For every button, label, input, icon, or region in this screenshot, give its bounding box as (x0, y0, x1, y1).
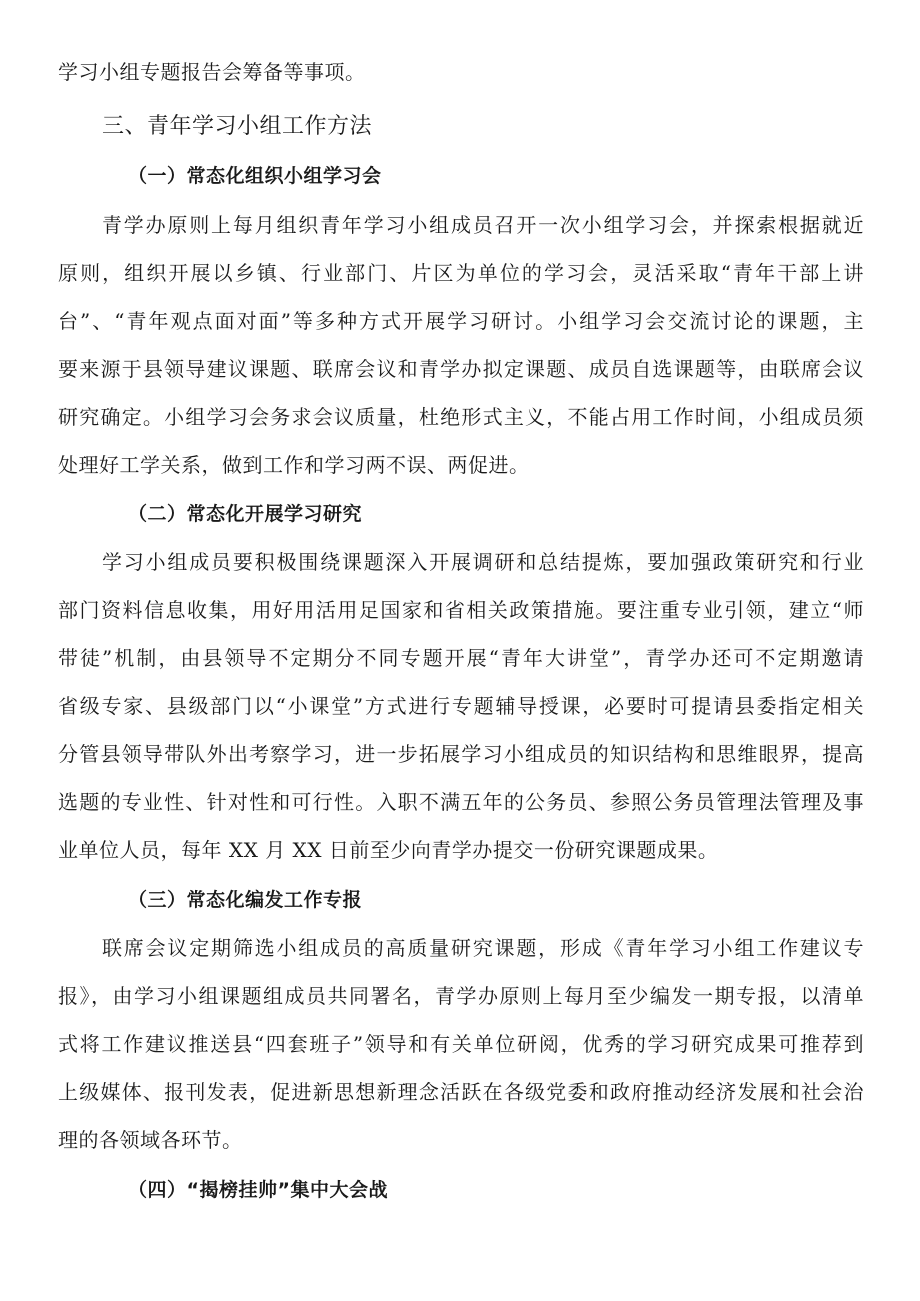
paragraph-line: 原则，组织开展以乡镇、行业部门、片区为单位的学习会，灵活采取“青年干部上讲 (58, 261, 864, 285)
subsection-heading: （一）常态化组织小组学习会 (128, 165, 382, 187)
subsection-heading: （四）“揭榜挂帅”集中大会战 (128, 1179, 388, 1201)
paragraph-line: 报》，由学习小组课题组成员共同署名，青学办原则上每月至少编发一期专报，以清单 (58, 984, 864, 1008)
paragraph-line: 带徒”机制，由县领导不定期分不同专题开展“青年大讲堂”，青学办还可不定期邀请 (58, 646, 864, 670)
paragraph-line: 联席会议定期筛选小组成员的高质量研究课题，形成《青年学习小组工作建议专 (102, 936, 864, 960)
paragraph-line: 理的各领域各环节。 (58, 1128, 243, 1152)
paragraph-line: 业单位人员，每年 XX 月 XX 日前至少向青学办提交一份研究课题成果。 (58, 838, 719, 862)
section-heading: 三、青年学习小组工作方法 (102, 114, 373, 139)
paragraph-line: 研究确定。小组学习会务求会议质量，杜绝形式主义，不能占用工作时间，小组成员须 (58, 405, 864, 429)
paragraph-line: 要来源于县领导建议课题、联席会议和青学办拟定课题、成员自选课题等，由联席会议 (58, 357, 864, 381)
paragraph-line: 选题的专业性、针对性和可行性。入职不满五年的公务员、参照公务员管理法管理及事 (58, 790, 864, 814)
paragraph-line: 学习小组专题报告会筹备等事项。 (58, 60, 366, 84)
paragraph-line: 式将工作建议推送县“四套班子”领导和有关单位研阅，优秀的学习研究成果可推荐到 (58, 1032, 864, 1056)
paragraph-line: 分管县领导带队外出考察学习，进一步拓展学习小组成员的知识结构和思维眼界，提高 (58, 742, 864, 766)
paragraph-line: 台”、“青年观点面对面”等多种方式开展学习研讨。小组学习会交流讨论的课题，主 (58, 309, 864, 333)
paragraph-line: 处理好工学关系，做到工作和学习两不误、两促进。 (58, 453, 530, 477)
subsection-heading: （二）常态化开展学习研究 (128, 503, 363, 525)
paragraph-line: 学习小组成员要积极围绕课题深入开展调研和总结提炼，要加强政策研究和行业 (102, 550, 864, 574)
paragraph-line: 青学办原则上每月组织青年学习小组成员召开一次小组学习会，并探索根据就近 (102, 213, 864, 237)
paragraph-line: 上级媒体、报刊发表，促进新思想新理念活跃在各级党委和政府推动经济发展和社会治 (58, 1080, 864, 1104)
paragraph-line: 部门资料信息收集，用好用活用足国家和省相关政策措施。要注重专业引领，建立“师 (58, 598, 864, 622)
paragraph-line: 省级专家、县级部门以“小课堂”方式进行专题辅导授课，必要时可提请县委指定相关 (58, 694, 864, 718)
subsection-heading: （三）常态化编发工作专报 (128, 889, 363, 911)
